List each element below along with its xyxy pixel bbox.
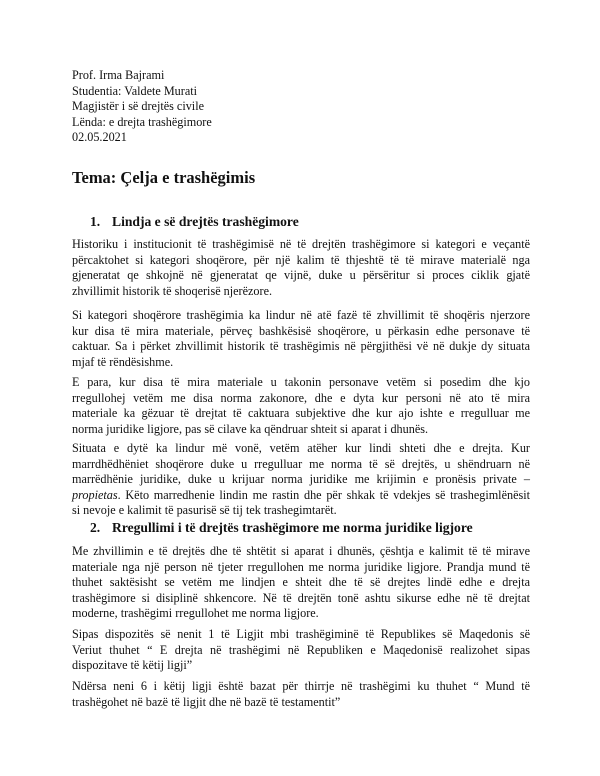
professor-line: Prof. Irma Bajrami (72, 68, 165, 82)
text-line: materiale ka gëzuar të drejtat të caktuara subjektive dhe kur ajo ishte e rregulluar me (72, 406, 530, 421)
text-line: rregullohej vetëm me disa norma zakonore, dhe e dyta kur personi në ato të mira (72, 390, 530, 405)
text-line: marrëdhënie juridike, duke u krijuar norma juridike me krijimin e pronësis private – (72, 472, 530, 487)
text-line: materiale nga një person në tjeter rregullohen me norma juridike ligjore. Prandja mund të (72, 559, 530, 574)
section-heading-1 (90, 214, 299, 230)
text-line: Si kategori shoqërore trashëgimia ka lindur në atë fazë të zhvillimit të shoqëris njerzore (72, 308, 530, 322)
text-line: Sipas dispozitës së nenit 1 të Ligjit mbi trashëgiminë të Republikes së Maqedonis së (72, 627, 530, 641)
text-line: dispozitave të këtij ligji” (72, 658, 193, 673)
text-line: norma juridike ligjore, pas së cilave ka qëndruar shteit si aparat i dhunës. (72, 421, 429, 436)
topic-title: Tema: Çelja e trashëgimis (72, 168, 256, 187)
section-title: Lindja e së drejtës trashëgimore (112, 214, 299, 229)
text-line: caktuar. Sa i përket zhvillimit historik të trashëgimis në përgjithësi vë në dukje dy situata (72, 339, 530, 354)
paragraph (72, 308, 530, 370)
text-line: kur disa të mira materiale, përveç bashkësisë shoqërore, u përkasin edhe personave të (72, 323, 530, 338)
student-line: Studentia: Valdete Murati (72, 83, 198, 98)
text-line: si nevoje e kalimit të pasurisë së tij tek trashegimtarët. (72, 503, 337, 518)
text-line: Veriut thuhet “ E drejta në trashëgimi në Republiken e Maqedonisë realizohet sipas (72, 642, 530, 657)
text-line: trashëgohet në bazë të ligjit dhe në bazë të testamentit” (72, 694, 341, 709)
subject-line: Lënda: e drejta trashëgimore (72, 114, 212, 129)
text-rest: . Këto marredhenie lindin me rastin dhe për shkak të vdekjes së trashegimlënësit (117, 487, 530, 502)
text-line: marrdhëdhëniet shoqërore duke u rregulluar me norma të së drejtës, u shëndruarn në (72, 456, 530, 471)
text-line: Ndërsa neni 6 i këtij ligji është bazat për thirrje në trashëgimi ku thuhet “ Mund të (72, 679, 530, 693)
paragraph (72, 544, 530, 622)
text-line: thuhet saktësisht se vetëm me lindjen e shteit dhe të së drejtes lindë edhe e drejta (72, 575, 530, 590)
text-line: Situata e dytë ka lindur më vonë, vetëm atëher kur lindi shteti dhe e drejta. Kur (72, 441, 530, 455)
paragraph (72, 679, 530, 710)
paragraph (72, 237, 530, 299)
text-line: moderne, trashëgimi rregullohet me norma ligjore. (72, 606, 319, 621)
text-line: E para, kur disa të mira materiale u takonin personave vetëm si posedim dhe kjo (72, 375, 530, 389)
paragraph (72, 627, 530, 674)
text-line: Historiku i institucionit të trashëgimisë në të drejtën trashëgimore si kategori e veçantë (72, 237, 530, 251)
text-line-with-italic (72, 488, 530, 504)
text-line: zhvillimit historik të shoqerisë njerëzore. (72, 283, 273, 298)
paragraph (72, 375, 530, 437)
text-line: mjaf të rëndësishme. (72, 354, 174, 369)
text-line: gjeneratat qe shkojnë në gjeneratat qe vijnë, duke u përsëritur si proces ciklik gjatë (72, 268, 530, 283)
section-number: 1. (90, 214, 101, 229)
date-line: 02.05.2021 (72, 130, 127, 144)
text-line: trashëgimore si disiplinë shkencore. Në të drejtën tonë ashtu sikurse edhe në të drejtat (72, 590, 530, 605)
text-line: përcaktohet si kategori shoqërore, për një kalim të thjeshtë të të mirave materialë nga (72, 252, 530, 267)
document-header (72, 68, 212, 146)
paragraph (72, 441, 530, 519)
section-number: 2. (90, 520, 101, 535)
degree-line: Magjistër i së drejtës civile (72, 99, 204, 113)
section-heading-2 (90, 520, 473, 536)
section-title: Rregullimi i të drejtës trashëgimore me norma juridike ligjore (112, 520, 473, 535)
text-line: Me zhvillimin e të drejtës dhe të shtëtit si aparat i dhunës, çështja e kalimit të të mirave (72, 544, 530, 558)
italic-term: propietas (72, 487, 118, 502)
